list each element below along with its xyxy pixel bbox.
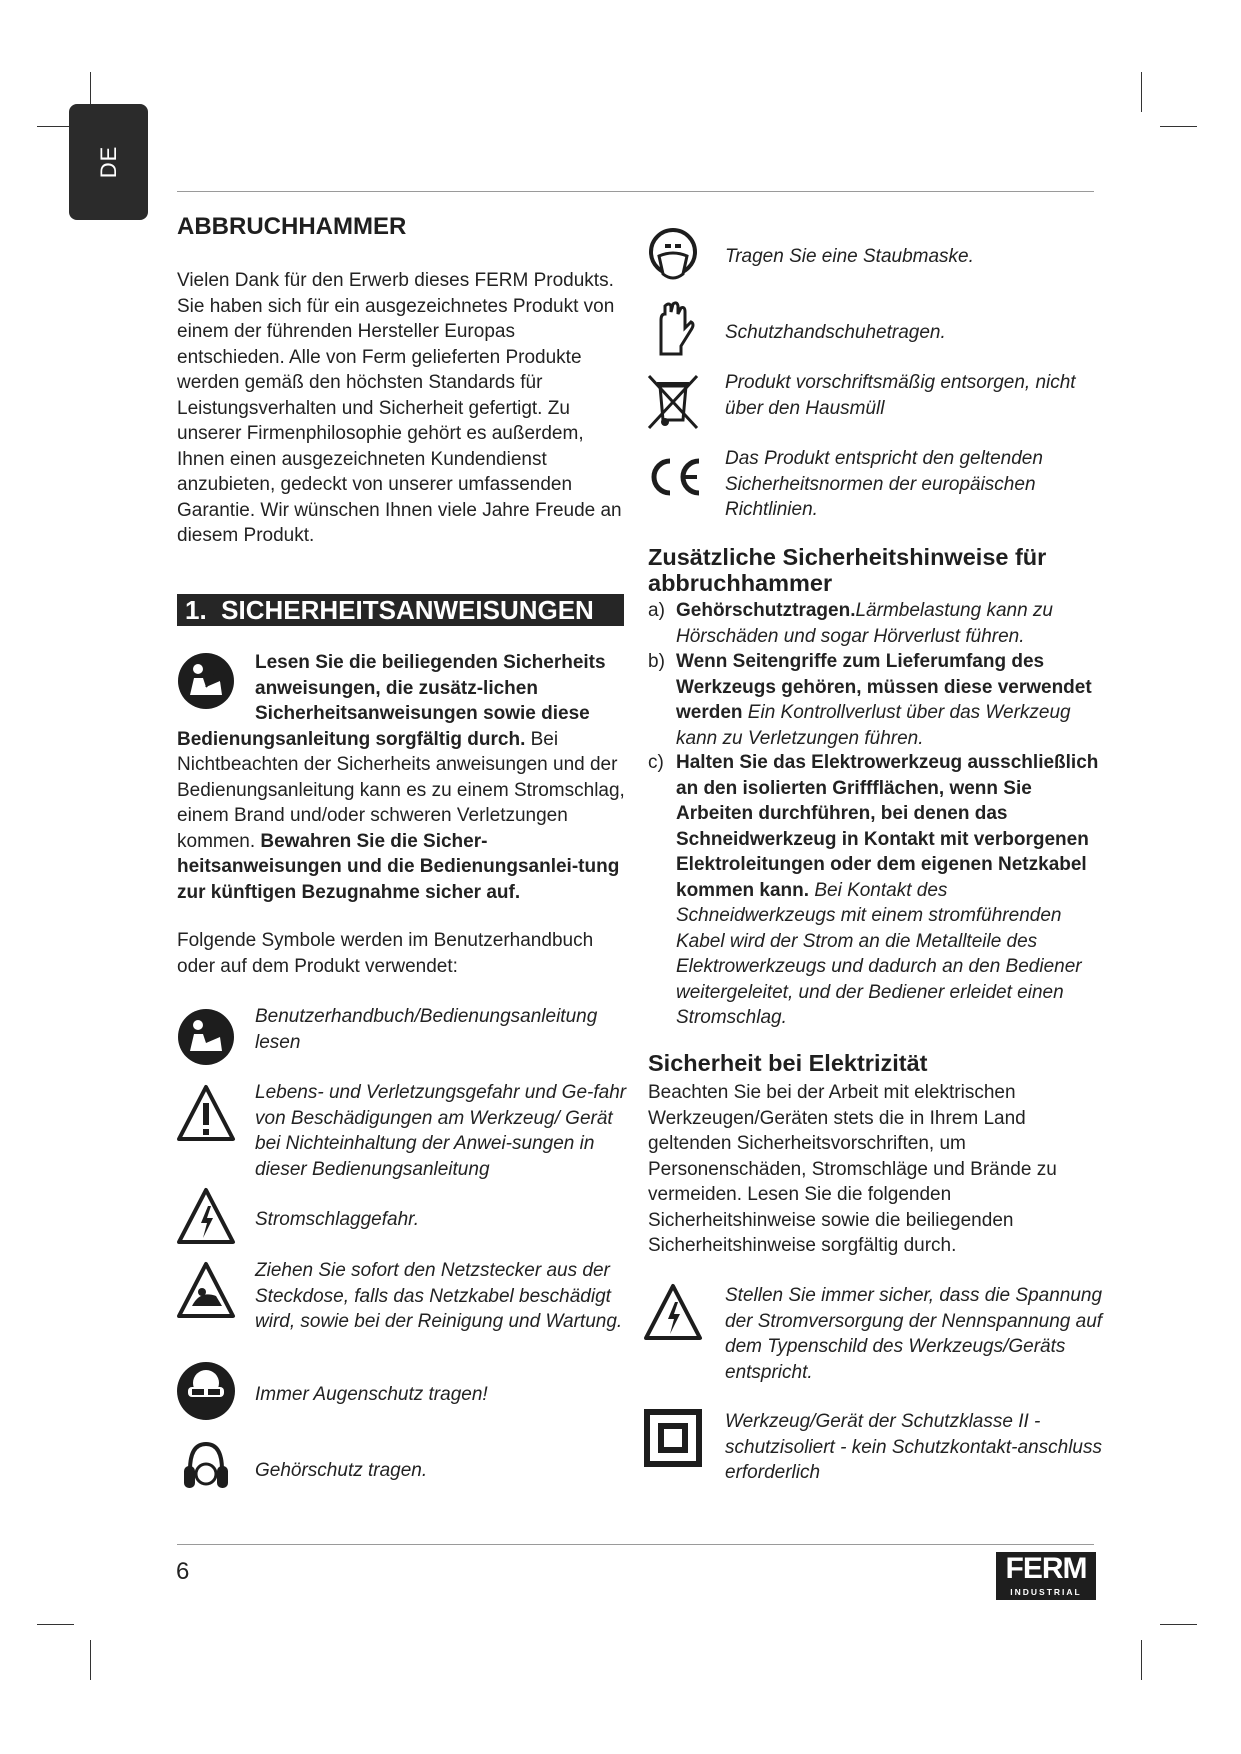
symbol-text: Ziehen Sie sofort den Netzstecker aus der Steckdose, falls das Netzkabel beschädigt wird, sowie bei der Reinigung und Wartung. (255, 1260, 623, 1332)
crop-mark (1141, 1640, 1142, 1680)
list-item-bold: Wenn Seitengriffe zum Lieferumfang des Werkzeugs gehören, müssen diese verwendet werden (676, 651, 1092, 723)
symbol-text: Gehörschutz tragen. (255, 1460, 428, 1481)
list-marker: c) (648, 752, 664, 773)
voltage-warning-icon (643, 1282, 703, 1342)
symbol-text: Benutzerhandbuch/Bedienungsanleitung lesen (255, 1006, 598, 1053)
read-manual-icon (176, 1007, 236, 1067)
eye-protection-icon (176, 1361, 236, 1421)
section-label: SICHERHEITSANWEISUNGEN (221, 595, 594, 625)
language-tab-label: DE (95, 145, 121, 179)
symbol-text: Stellen Sie immer sicher, dass die Spannung der Stromversorgung der Nennspannung auf dem Typenschild des Werkzeugs/Geräts entspricht. (725, 1285, 1103, 1383)
electrical-safety-text: Beachten Sie bei der Arbeit mit elektrischen Werkzeugen/Geräten stets die in Ihrem Land geltenden Sicherheitsvorschriften, um Personenschäden, Stromschläge und Brände zu vermeiden. Lesen Sie die folgenden Sicherheitshinweise sowie die beiliegenden Sicherheitshinweise sorgfältig durch. (648, 1082, 1057, 1256)
section-number: 1. (185, 595, 207, 625)
list-item-italic: Lärmbelastung kann zu Hörschäden und sogar Hörverlust führen. (676, 600, 1053, 647)
list-item (648, 649, 1108, 751)
intro-paragraph: Vielen Dank für den Erwerb dieses FERM Produkts. Sie haben sich für ein ausgezeichnetes Produkt von einem der führenden Hersteller Europas entschieden. Alle von Ferm gelieferten Produkte werden gemäß den höchsten Standards für Leistungsverhalten und Sicherheit gefertigt. Zu unserer Firmenphilosophie gehört es außerdem, Ihnen einen ausgezeichneten Kundendienst anzubieten, gedeckt von unserer umfassenden Garantie. Wir wünschen Ihnen viele Jahre Freude an diesem Produkt. (177, 270, 622, 546)
class-ii-icon (643, 1408, 703, 1468)
electric-shock-icon (176, 1186, 236, 1246)
symbols-intro: Folgende Symbole werden im Benutzerhandbuch oder auf dem Produkt verwendet: (177, 930, 594, 977)
language-tab (69, 104, 148, 220)
symbol-text: Werkzeug/Gerät der Schutzklasse II - schutzisoliert - kein Schutzkontakt-anschluss erforderlich (725, 1411, 1102, 1483)
footer-rule (177, 1544, 1094, 1545)
ferm-logo (996, 1552, 1096, 1600)
list-item-bold: Halten Sie das Elektrowerkzeug ausschließlich an den isolierten Griffflächen, wenn Sie Arbeiten durchführen, bei denen das Schneidwerkzeug in Kontakt mit verborgenen Elektroleitungen oder dem eigenen Netzkabel kommen kann. (676, 752, 1099, 901)
unplug-icon (176, 1260, 236, 1320)
symbol-text: Schutzhandschuhetragen. (725, 322, 946, 343)
section-heading-1 (177, 594, 624, 626)
header-rule (177, 191, 1094, 192)
crop-mark (1160, 1624, 1197, 1625)
crop-mark (37, 1624, 74, 1625)
crop-mark (1160, 126, 1197, 127)
list-item-bold: Gehörschutztragen. (676, 600, 856, 621)
symbol-text: Tragen Sie eine Staubmaske. (725, 246, 974, 267)
symbol-text: Stromschlaggefahr. (255, 1209, 420, 1230)
crop-mark (90, 1640, 91, 1680)
read-instructions-bold: Lesen Sie die beiliegenden Sicherheits anweisungen, die zusätz-lichen Sicherheitsanweisungen sowie diese Bedienungsanleitung sorgfältig durch. (177, 652, 606, 750)
read-instructions-block (177, 650, 627, 905)
ce-mark-icon (643, 447, 703, 507)
warning-triangle-icon (176, 1083, 236, 1143)
keep-instructions-bold: Bewahren Sie die Sicher-heitsanweisungen und die Bedienungsanlei-tung zur künftigen Bezugnahme sicher auf. (177, 830, 620, 903)
symbol-text: Lebens- und Verletzungsgefahr und Ge-fahr von Beschädigungen am Werkzeug/ Gerät bei Nichteinhaltung der Anwei-sungen in dieser Bedienungsanleitung (255, 1082, 627, 1180)
symbol-text: Das Produkt entspricht den geltenden Sicherheitsnormen der europäischen Richtlinien. (725, 448, 1043, 520)
additional-safety-heading: Zusätzliche Sicherheitshinweise für abbruchhammer (648, 544, 1047, 596)
page-number: 6 (176, 1558, 190, 1585)
symbol-text: Produkt vorschriftsmäßig entsorgen, nicht über den Hausmüll (725, 372, 1076, 419)
list-item-italic: Ein Kontrollverlust über das Werkzeug kann zu Verletzungen führen. (676, 702, 1071, 749)
logo-subtext: INDUSTRIAL (1010, 1587, 1082, 1597)
weee-bin-icon (643, 372, 703, 432)
symbol-text: Immer Augenschutz tragen! (255, 1384, 488, 1405)
list-item (648, 750, 1108, 1031)
ear-protection-icon (176, 1438, 236, 1498)
page-title: ABBRUCHHAMMER (177, 213, 407, 240)
read-instructions-text: Bei Nichtbeachten der Sicherheits anweisungen und der Bedienungsanleitung kann es zu einem Stromschlag, einem Brand und/oder schweren Verletzungen kommen. (177, 728, 625, 852)
logo-text: FERM (1005, 1552, 1087, 1585)
dust-mask-icon (643, 226, 703, 286)
electrical-safety-heading: Sicherheit bei Elektrizität (648, 1050, 928, 1076)
list-item (648, 598, 1108, 649)
gloves-icon (643, 298, 703, 358)
crop-mark (1141, 72, 1142, 112)
list-marker: a) (648, 600, 665, 621)
list-item-italic: Bei Kontakt des Schneidwerkzeugs mit einem stromführenden Kabel wird der Strom an die Metallteile des Elektrowerkzeugs und dadurch an den Bediener weitergeleitet, und der Bediener erleidet einen Stromschlag. (676, 879, 1082, 1028)
list-marker: b) (648, 651, 665, 672)
